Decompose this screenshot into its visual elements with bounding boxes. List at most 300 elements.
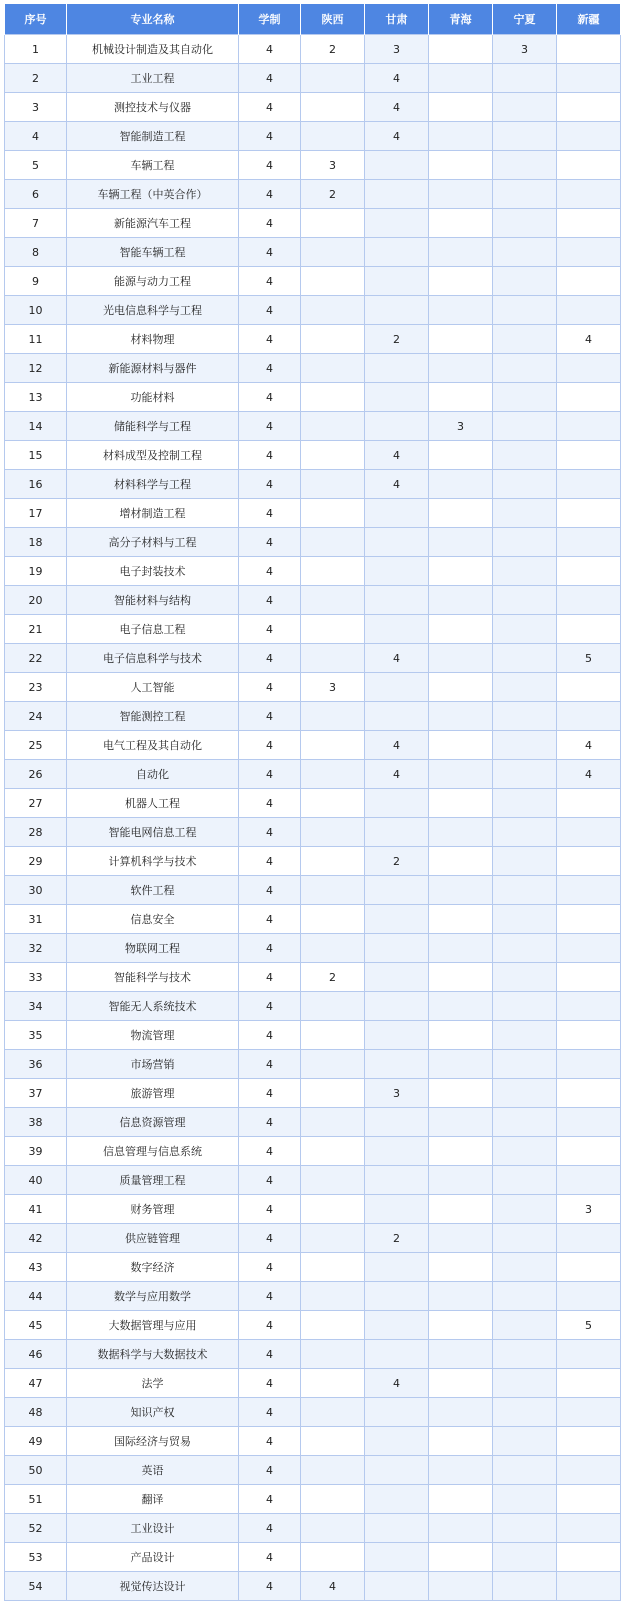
table-row	[5, 499, 621, 528]
cell-qinghai	[429, 35, 493, 64]
table-row	[5, 905, 621, 934]
cell-gansu	[365, 267, 429, 296]
table-row	[5, 702, 621, 731]
cell-ningxia	[493, 1398, 557, 1427]
cell-shaanxi	[301, 1253, 365, 1282]
cell-gansu	[365, 673, 429, 702]
cell-ningxia	[493, 934, 557, 963]
cell-index: 7	[5, 209, 67, 238]
cell-duration: 4	[239, 35, 301, 64]
cell-gansu	[365, 934, 429, 963]
cell-shaanxi	[301, 934, 365, 963]
cell-index: 37	[5, 1079, 67, 1108]
cell-shaanxi	[301, 64, 365, 93]
cell-xinjiang	[557, 934, 621, 963]
table-row	[5, 1282, 621, 1311]
cell-major-name: 视觉传达设计	[67, 1572, 239, 1601]
cell-major-name: 国际经济与贸易	[67, 1427, 239, 1456]
cell-duration: 4	[239, 1427, 301, 1456]
cell-shaanxi	[301, 528, 365, 557]
table-row	[5, 122, 621, 151]
cell-qinghai	[429, 1079, 493, 1108]
cell-gansu: 4	[365, 122, 429, 151]
cell-major-name: 新能源材料与器件	[67, 354, 239, 383]
cell-index: 10	[5, 296, 67, 325]
cell-qinghai	[429, 1572, 493, 1601]
cell-gansu: 4	[365, 441, 429, 470]
cell-major-name: 大数据管理与应用	[67, 1311, 239, 1340]
cell-major-name: 物联网工程	[67, 934, 239, 963]
cell-shaanxi	[301, 731, 365, 760]
cell-major-name: 电子信息科学与技术	[67, 644, 239, 673]
table-row	[5, 673, 621, 702]
cell-qinghai	[429, 1456, 493, 1485]
cell-qinghai	[429, 64, 493, 93]
cell-index: 42	[5, 1224, 67, 1253]
cell-index: 20	[5, 586, 67, 615]
cell-xinjiang	[557, 1398, 621, 1427]
table-row	[5, 557, 621, 586]
cell-xinjiang	[557, 528, 621, 557]
cell-duration: 4	[239, 1108, 301, 1137]
cell-shaanxi	[301, 789, 365, 818]
cell-ningxia	[493, 1369, 557, 1398]
cell-index: 49	[5, 1427, 67, 1456]
cell-shaanxi	[301, 209, 365, 238]
cell-duration: 4	[239, 1543, 301, 1572]
cell-index: 18	[5, 528, 67, 557]
cell-xinjiang	[557, 702, 621, 731]
cell-duration: 4	[239, 702, 301, 731]
cell-shaanxi	[301, 412, 365, 441]
cell-duration: 4	[239, 934, 301, 963]
cell-xinjiang	[557, 1543, 621, 1572]
cell-shaanxi	[301, 1224, 365, 1253]
cell-xinjiang	[557, 847, 621, 876]
cell-major-name: 工业工程	[67, 64, 239, 93]
cell-gansu	[365, 209, 429, 238]
cell-major-name: 材料科学与工程	[67, 470, 239, 499]
cell-qinghai	[429, 847, 493, 876]
cell-ningxia	[493, 702, 557, 731]
cell-shaanxi: 2	[301, 35, 365, 64]
cell-major-name: 工业设计	[67, 1514, 239, 1543]
cell-qinghai	[429, 267, 493, 296]
cell-index: 22	[5, 644, 67, 673]
cell-index: 6	[5, 180, 67, 209]
cell-ningxia	[493, 528, 557, 557]
cell-duration: 4	[239, 354, 301, 383]
cell-duration: 4	[239, 818, 301, 847]
cell-gansu	[365, 557, 429, 586]
cell-duration: 4	[239, 1398, 301, 1427]
cell-xinjiang	[557, 1340, 621, 1369]
cell-qinghai	[429, 470, 493, 499]
cell-index: 36	[5, 1050, 67, 1079]
cell-major-name: 自动化	[67, 760, 239, 789]
table-row	[5, 528, 621, 557]
cell-qinghai	[429, 1427, 493, 1456]
cell-qinghai	[429, 441, 493, 470]
table-row	[5, 615, 621, 644]
cell-xinjiang	[557, 905, 621, 934]
cell-qinghai	[429, 122, 493, 151]
cell-duration: 4	[239, 238, 301, 267]
cell-gansu: 2	[365, 1224, 429, 1253]
cell-duration: 4	[239, 1253, 301, 1282]
cell-shaanxi	[301, 1340, 365, 1369]
cell-shaanxi	[301, 1282, 365, 1311]
cell-xinjiang	[557, 267, 621, 296]
cell-gansu	[365, 1282, 429, 1311]
table-row	[5, 1166, 621, 1195]
cell-gansu	[365, 383, 429, 412]
table-row	[5, 238, 621, 267]
table-row	[5, 1369, 621, 1398]
header-duration: 学制	[239, 4, 301, 35]
cell-qinghai	[429, 1340, 493, 1369]
header-major-name: 专业名称	[67, 4, 239, 35]
cell-major-name: 物流管理	[67, 1021, 239, 1050]
cell-index: 54	[5, 1572, 67, 1601]
cell-duration: 4	[239, 1340, 301, 1369]
cell-ningxia	[493, 383, 557, 412]
cell-qinghai	[429, 1369, 493, 1398]
cell-xinjiang	[557, 499, 621, 528]
cell-index: 48	[5, 1398, 67, 1427]
cell-index: 35	[5, 1021, 67, 1050]
cell-shaanxi	[301, 1311, 365, 1340]
cell-xinjiang: 5	[557, 1311, 621, 1340]
cell-duration: 4	[239, 180, 301, 209]
cell-ningxia	[493, 615, 557, 644]
cell-duration: 4	[239, 325, 301, 354]
cell-xinjiang	[557, 180, 621, 209]
cell-major-name: 智能科学与技术	[67, 963, 239, 992]
table-header	[5, 4, 621, 35]
cell-major-name: 数据科学与大数据技术	[67, 1340, 239, 1369]
cell-xinjiang	[557, 963, 621, 992]
cell-xinjiang	[557, 1021, 621, 1050]
cell-major-name: 测控技术与仪器	[67, 93, 239, 122]
cell-ningxia	[493, 1050, 557, 1079]
cell-duration: 4	[239, 1050, 301, 1079]
cell-index: 53	[5, 1543, 67, 1572]
cell-duration: 4	[239, 731, 301, 760]
table-row	[5, 1427, 621, 1456]
cell-qinghai	[429, 876, 493, 905]
cell-shaanxi	[301, 1369, 365, 1398]
cell-duration: 4	[239, 847, 301, 876]
cell-duration: 4	[239, 1485, 301, 1514]
cell-gansu	[365, 1340, 429, 1369]
table-row	[5, 1195, 621, 1224]
cell-gansu	[365, 1137, 429, 1166]
cell-gansu	[365, 586, 429, 615]
table-row	[5, 1224, 621, 1253]
table-row	[5, 1456, 621, 1485]
cell-ningxia	[493, 1514, 557, 1543]
cell-duration: 4	[239, 1311, 301, 1340]
cell-shaanxi	[301, 1456, 365, 1485]
cell-gansu: 4	[365, 1369, 429, 1398]
table-row	[5, 64, 621, 93]
cell-duration: 4	[239, 383, 301, 412]
cell-ningxia	[493, 296, 557, 325]
cell-major-name: 车辆工程	[67, 151, 239, 180]
table-row	[5, 876, 621, 905]
cell-ningxia	[493, 644, 557, 673]
cell-ningxia	[493, 1137, 557, 1166]
cell-ningxia	[493, 963, 557, 992]
table-row	[5, 586, 621, 615]
cell-gansu	[365, 876, 429, 905]
cell-xinjiang	[557, 673, 621, 702]
cell-shaanxi	[301, 93, 365, 122]
cell-duration: 4	[239, 673, 301, 702]
cell-ningxia	[493, 789, 557, 818]
cell-duration: 4	[239, 122, 301, 151]
cell-duration: 4	[239, 267, 301, 296]
cell-xinjiang	[557, 1282, 621, 1311]
cell-index: 32	[5, 934, 67, 963]
cell-index: 29	[5, 847, 67, 876]
cell-ningxia	[493, 441, 557, 470]
cell-index: 31	[5, 905, 67, 934]
cell-major-name: 新能源汽车工程	[67, 209, 239, 238]
cell-gansu	[365, 528, 429, 557]
table-row	[5, 412, 621, 441]
cell-qinghai	[429, 180, 493, 209]
cell-qinghai	[429, 760, 493, 789]
cell-qinghai	[429, 789, 493, 818]
cell-index: 38	[5, 1108, 67, 1137]
cell-major-name: 电子封装技术	[67, 557, 239, 586]
cell-ningxia	[493, 64, 557, 93]
cell-qinghai	[429, 1514, 493, 1543]
cell-major-name: 电气工程及其自动化	[67, 731, 239, 760]
cell-xinjiang	[557, 586, 621, 615]
cell-gansu	[365, 499, 429, 528]
cell-duration: 4	[239, 528, 301, 557]
cell-xinjiang	[557, 1224, 621, 1253]
cell-ningxia	[493, 1282, 557, 1311]
cell-ningxia	[493, 1224, 557, 1253]
cell-ningxia	[493, 499, 557, 528]
cell-major-name: 功能材料	[67, 383, 239, 412]
cell-shaanxi: 2	[301, 963, 365, 992]
cell-major-name: 机械设计制造及其自动化	[67, 35, 239, 64]
cell-duration: 4	[239, 1079, 301, 1108]
cell-ningxia	[493, 1195, 557, 1224]
cell-index: 28	[5, 818, 67, 847]
cell-duration: 4	[239, 1456, 301, 1485]
cell-gansu	[365, 412, 429, 441]
cell-shaanxi	[301, 122, 365, 151]
cell-duration: 4	[239, 557, 301, 586]
cell-index: 21	[5, 615, 67, 644]
table-row	[5, 934, 621, 963]
cell-ningxia	[493, 847, 557, 876]
cell-qinghai	[429, 499, 493, 528]
header-row	[5, 4, 621, 35]
cell-index: 17	[5, 499, 67, 528]
cell-gansu	[365, 1195, 429, 1224]
table-row	[5, 1398, 621, 1427]
cell-major-name: 市场营销	[67, 1050, 239, 1079]
cell-qinghai	[429, 615, 493, 644]
cell-major-name: 材料物理	[67, 325, 239, 354]
cell-xinjiang	[557, 876, 621, 905]
cell-duration: 4	[239, 1224, 301, 1253]
cell-index: 52	[5, 1514, 67, 1543]
cell-xinjiang	[557, 1079, 621, 1108]
cell-gansu: 4	[365, 64, 429, 93]
cell-xinjiang	[557, 557, 621, 586]
cell-gansu	[365, 1427, 429, 1456]
table-row	[5, 1108, 621, 1137]
cell-qinghai	[429, 238, 493, 267]
cell-shaanxi	[301, 499, 365, 528]
cell-gansu	[365, 1108, 429, 1137]
cell-qinghai	[429, 1398, 493, 1427]
table-row	[5, 93, 621, 122]
cell-gansu	[365, 1021, 429, 1050]
cell-qinghai	[429, 354, 493, 383]
cell-index: 23	[5, 673, 67, 702]
cell-index: 50	[5, 1456, 67, 1485]
cell-ningxia	[493, 557, 557, 586]
cell-ningxia	[493, 325, 557, 354]
cell-index: 2	[5, 64, 67, 93]
cell-index: 43	[5, 1253, 67, 1282]
cell-gansu	[365, 1485, 429, 1514]
cell-xinjiang	[557, 354, 621, 383]
cell-gansu	[365, 1311, 429, 1340]
cell-index: 19	[5, 557, 67, 586]
table-row	[5, 1311, 621, 1340]
cell-duration: 4	[239, 470, 301, 499]
cell-shaanxi	[301, 1021, 365, 1050]
cell-index: 33	[5, 963, 67, 992]
cell-xinjiang	[557, 383, 621, 412]
cell-gansu	[365, 1050, 429, 1079]
cell-shaanxi	[301, 644, 365, 673]
table-row	[5, 847, 621, 876]
cell-shaanxi	[301, 876, 365, 905]
cell-index: 9	[5, 267, 67, 296]
cell-qinghai	[429, 818, 493, 847]
cell-shaanxi	[301, 1079, 365, 1108]
table-row	[5, 1021, 621, 1050]
cell-ningxia	[493, 1427, 557, 1456]
cell-gansu: 4	[365, 470, 429, 499]
cell-shaanxi	[301, 615, 365, 644]
cell-major-name: 增材制造工程	[67, 499, 239, 528]
cell-qinghai	[429, 673, 493, 702]
cell-index: 24	[5, 702, 67, 731]
cell-major-name: 光电信息科学与工程	[67, 296, 239, 325]
cell-index: 51	[5, 1485, 67, 1514]
cell-gansu	[365, 1514, 429, 1543]
table-row	[5, 963, 621, 992]
cell-major-name: 材料成型及控制工程	[67, 441, 239, 470]
cell-major-name: 智能电网信息工程	[67, 818, 239, 847]
cell-ningxia	[493, 760, 557, 789]
cell-gansu: 3	[365, 35, 429, 64]
cell-index: 41	[5, 1195, 67, 1224]
cell-major-name: 智能材料与结构	[67, 586, 239, 615]
table-row	[5, 267, 621, 296]
cell-duration: 4	[239, 1137, 301, 1166]
cell-xinjiang	[557, 238, 621, 267]
cell-ningxia	[493, 1543, 557, 1572]
cell-qinghai	[429, 528, 493, 557]
cell-gansu	[365, 615, 429, 644]
table-row	[5, 1340, 621, 1369]
cell-index: 1	[5, 35, 67, 64]
table-row	[5, 1050, 621, 1079]
cell-qinghai: 3	[429, 412, 493, 441]
cell-qinghai	[429, 1195, 493, 1224]
cell-shaanxi: 3	[301, 151, 365, 180]
cell-ningxia	[493, 905, 557, 934]
cell-major-name: 数学与应用数学	[67, 1282, 239, 1311]
header-qinghai: 青海	[429, 4, 493, 35]
cell-xinjiang	[557, 1369, 621, 1398]
header-shaanxi: 陕西	[301, 4, 365, 35]
cell-duration: 4	[239, 1282, 301, 1311]
cell-gansu	[365, 1253, 429, 1282]
cell-major-name: 信息管理与信息系统	[67, 1137, 239, 1166]
cell-major-name: 电子信息工程	[67, 615, 239, 644]
cell-xinjiang	[557, 1108, 621, 1137]
cell-xinjiang	[557, 470, 621, 499]
table-row	[5, 151, 621, 180]
cell-ningxia	[493, 731, 557, 760]
cell-major-name: 法学	[67, 1369, 239, 1398]
cell-shaanxi	[301, 905, 365, 934]
cell-gansu: 4	[365, 644, 429, 673]
cell-xinjiang: 4	[557, 731, 621, 760]
cell-xinjiang	[557, 35, 621, 64]
cell-gansu	[365, 1572, 429, 1601]
cell-qinghai	[429, 1224, 493, 1253]
table-row	[5, 1485, 621, 1514]
table-row	[5, 760, 621, 789]
cell-index: 13	[5, 383, 67, 412]
cell-qinghai	[429, 1282, 493, 1311]
cell-xinjiang: 5	[557, 644, 621, 673]
cell-shaanxi	[301, 1108, 365, 1137]
cell-xinjiang	[557, 209, 621, 238]
cell-index: 40	[5, 1166, 67, 1195]
cell-duration: 4	[239, 209, 301, 238]
cell-major-name: 信息资源管理	[67, 1108, 239, 1137]
cell-gansu	[365, 992, 429, 1021]
cell-gansu	[365, 963, 429, 992]
cell-major-name: 机器人工程	[67, 789, 239, 818]
cell-index: 45	[5, 1311, 67, 1340]
cell-gansu	[365, 296, 429, 325]
cell-gansu	[365, 238, 429, 267]
cell-major-name: 储能科学与工程	[67, 412, 239, 441]
cell-major-name: 计算机科学与技术	[67, 847, 239, 876]
cell-gansu	[365, 354, 429, 383]
table-row	[5, 441, 621, 470]
cell-qinghai	[429, 1253, 493, 1282]
table-row	[5, 789, 621, 818]
